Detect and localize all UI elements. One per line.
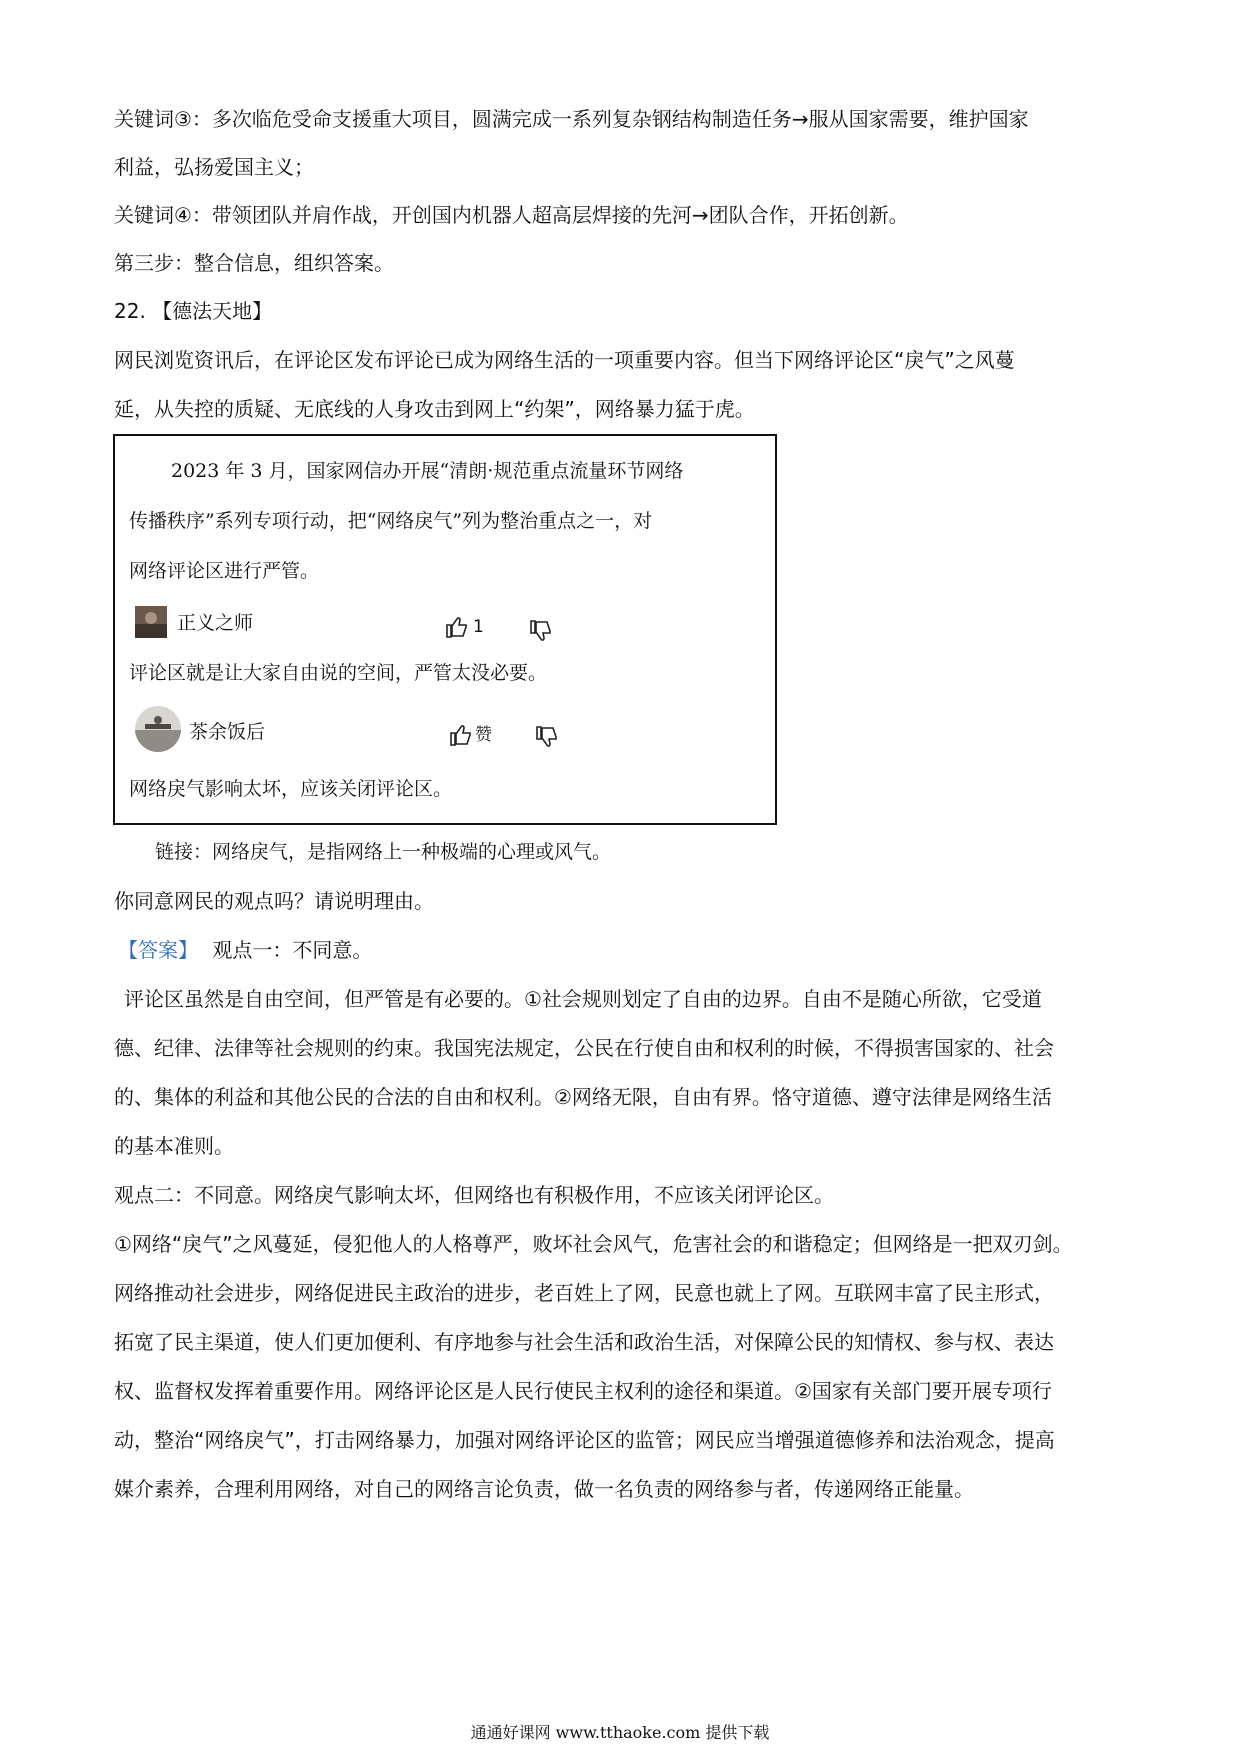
comment1-like-count: 1	[473, 617, 484, 637]
question-prompt: 你同意网民的观点吗？请说明理由。	[114, 889, 434, 913]
comment1-username: 正义之师	[177, 612, 254, 634]
view1-line4: 的基本准则。	[114, 1134, 234, 1158]
answer-tag: 【答案】	[118, 938, 198, 962]
news-line3: 网络评论区进行严管。	[129, 560, 320, 582]
view2-line6: 媒介素养，合理利用网络，对自己的网络言论负责，做一名负责的网络参与者，传递网络正能量。	[114, 1477, 974, 1501]
question-title: 22. 【德法天地】	[114, 299, 273, 323]
answer-header	[118, 934, 372, 966]
view2-line1: ①网络“戾气”之风蔓延，侵犯他人的人格尊严，败坏社会风气，危害社会的和谐稳定；但网络是一把双刃剑。	[114, 1232, 1073, 1256]
avatar-user1	[135, 606, 167, 638]
comment2-like-label: 赞	[475, 725, 492, 745]
view2-line3: 拓宽了民主渠道，使人们更加便利、有序地参与社会生活和政治生活，对保障公民的知情权、参与权、表达	[114, 1330, 1054, 1354]
news-line2: 传播秩序”系列专项行动，把“网络戾气”列为整治重点之一，对	[129, 510, 653, 532]
thumbs-up-icon[interactable]	[449, 724, 473, 750]
view2-line2: 网络推动社会进步，网络促进民主政治的进步，老百姓上了网，民意也就上了网。互联网丰富了民主形式，	[114, 1281, 1054, 1305]
news-line1: 2023 年 3 月，国家网信办开展“清朗·规范重点流量环节网络	[171, 460, 684, 482]
material-box	[113, 434, 777, 825]
thumbs-down-icon[interactable]	[529, 620, 553, 646]
thumbs-down-icon[interactable]	[535, 726, 559, 752]
question-intro-line2: 延，从失控的质疑、无底线的人身攻击到网上“约架”，网络暴力猛于虎。	[114, 397, 755, 421]
avatar-user2	[135, 706, 181, 752]
answer-view1-title: 观点一：不同意。	[212, 938, 373, 962]
view1-line2: 德、纪律、法律等社会规则的约束。我国宪法规定，公民在行使自由和权利的时候，不得损害国家的、社会	[114, 1036, 1054, 1060]
view2-line4: 权、监督权发挥着重要作用。网络评论区是人民行使民主权利的途径和渠道。②国家有关部门要开展专项行	[114, 1379, 1052, 1403]
comment1-text: 评论区就是让大家自由说的空间，严管太没必要。	[129, 662, 548, 684]
comment2-text: 网络戾气影响太坏，应该关闭评论区。	[129, 778, 453, 800]
keyword3-line2: 利益，弘扬爱国主义；	[114, 155, 314, 179]
keyword4-line: 关键词④：带领团队并肩作战，开创国内机器人超高层焊接的先河→团队合作，开拓创新。	[114, 203, 909, 227]
step3-line: 第三步：整合信息，组织答案。	[114, 251, 394, 275]
comment2-username: 茶余饭后	[189, 721, 266, 743]
view2-title: 观点二：不同意。网络戾气影响太坏，但网络也有积极作用，不应该关闭评论区。	[114, 1183, 834, 1207]
link-note: 链接：网络戾气，是指网络上一种极端的心理或风气。	[155, 841, 612, 863]
page-footer: 通通好课网 www.tthaoke.com 提供下载	[470, 1723, 770, 1742]
view2-line5: 动，整治“网络戾气”，打击网络暴力，加强对网络评论区的监管；网民应当增强道德修养和法治观念，提高	[114, 1428, 1055, 1452]
thumbs-up-icon[interactable]	[445, 616, 469, 642]
keyword3-line1: 关键词③：多次临危受命支援重大项目，圆满完成一系列复杂钢结构制造任务→服从国家需要，维护国家	[114, 107, 1029, 131]
question-intro-line1: 网民浏览资讯后，在评论区发布评论已成为网络生活的一项重要内容。但当下网络评论区“戾气”之风蔓	[114, 348, 1015, 372]
view1-line1: 评论区虽然是自由空间，但严管是有必要的。①社会规则划定了自由的边界。自由不是随心所欲，它受道	[124, 987, 1042, 1011]
view1-line3: 的、集体的利益和其他公民的合法的自由和权利。②网络无限，自由有界。恪守道德、遵守法律是网络生活	[114, 1085, 1052, 1109]
